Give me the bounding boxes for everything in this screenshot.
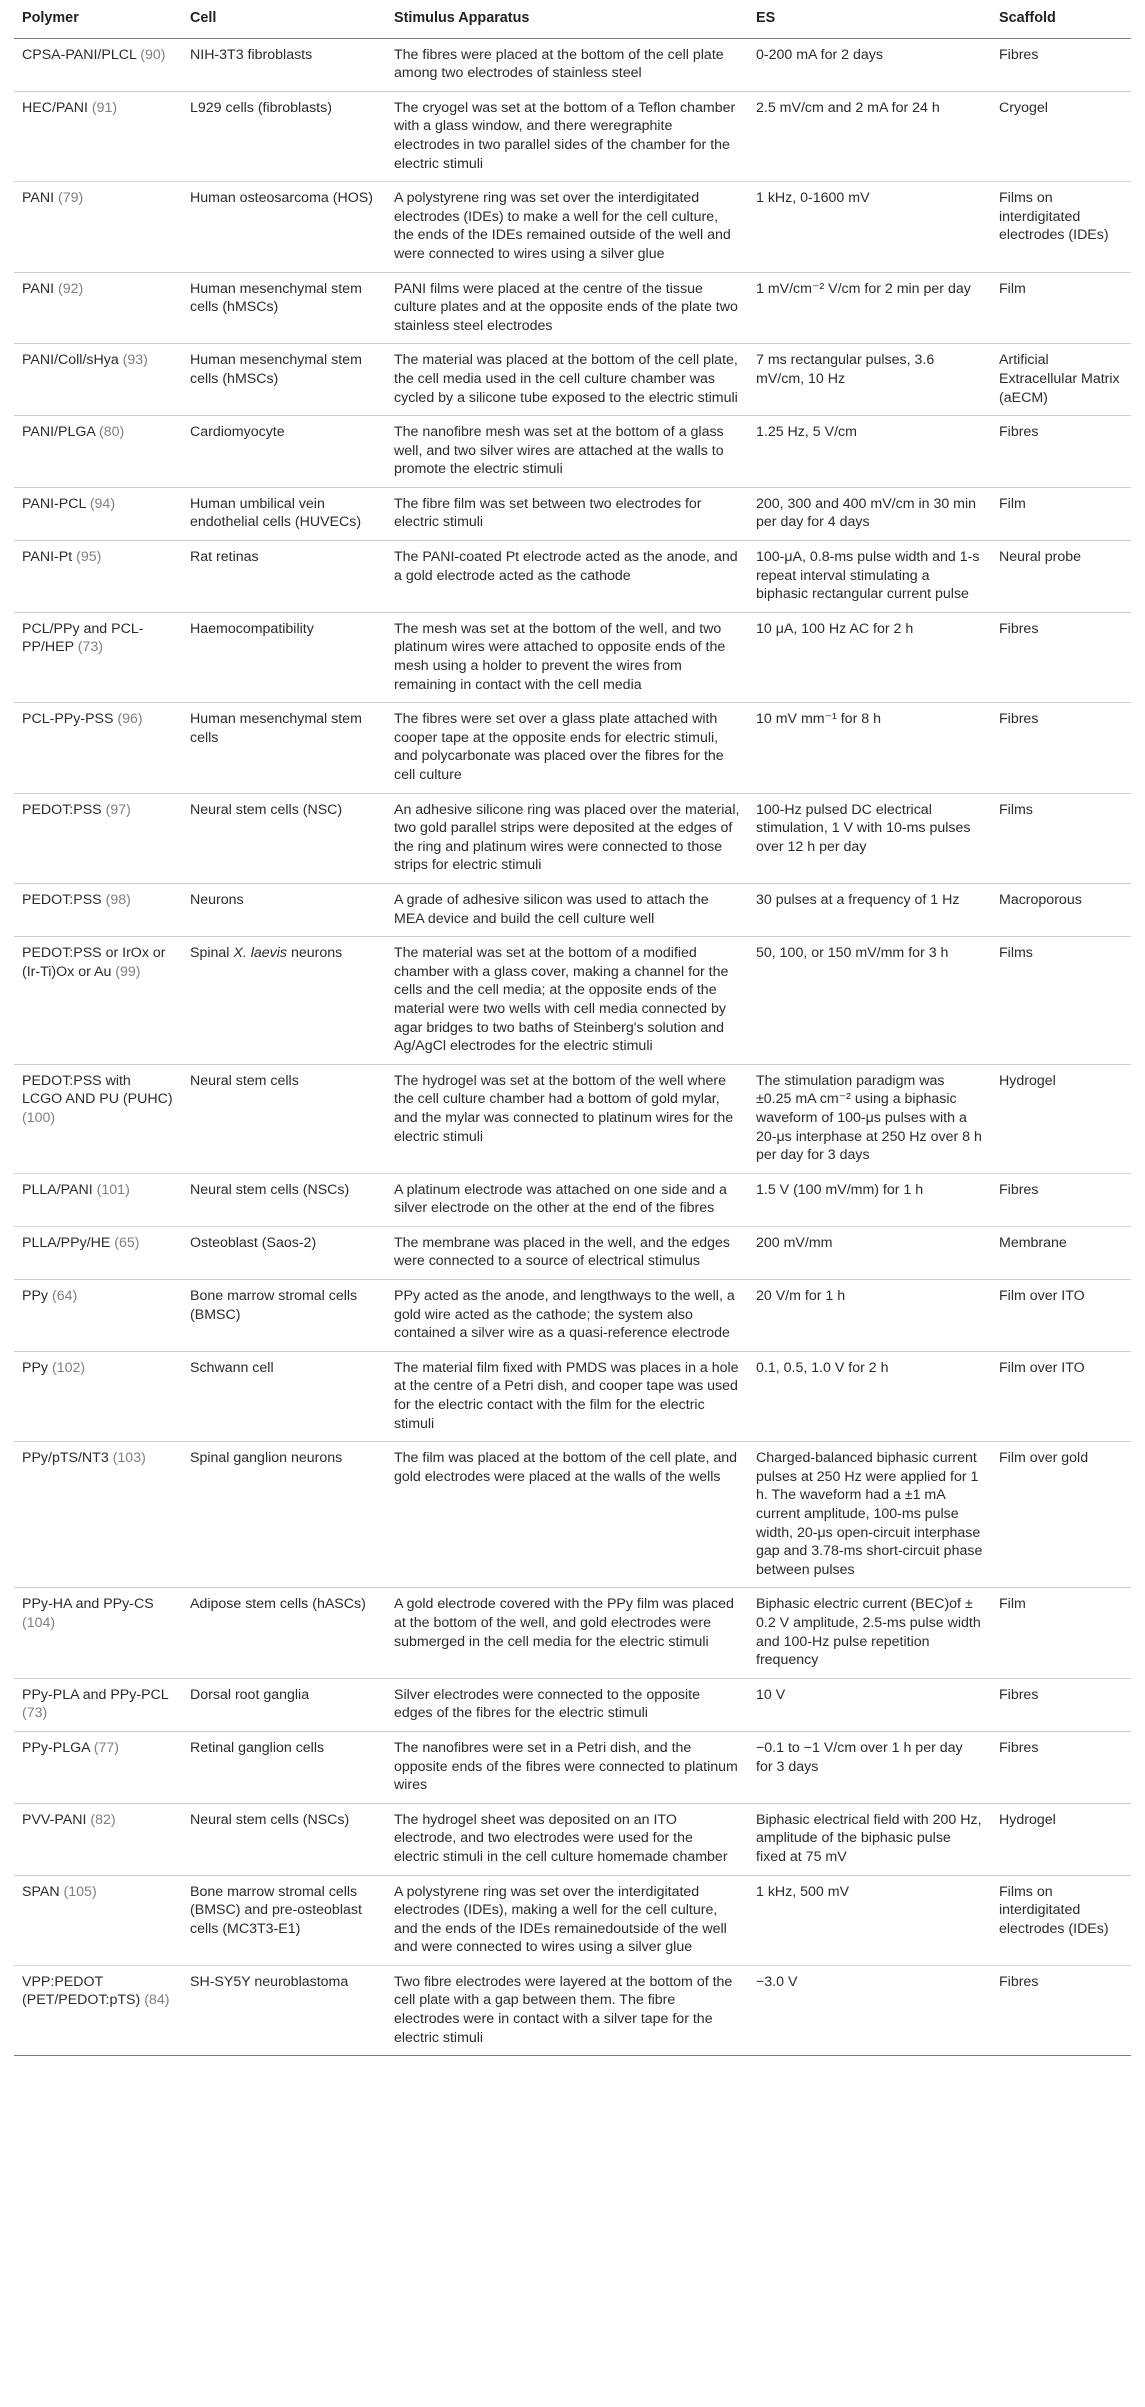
cell-cell-type: NIH-3T3 fibroblasts — [182, 38, 386, 91]
cell-es: 20 V/m for 1 h — [748, 1280, 991, 1352]
cell-stimulus-apparatus: A polystyrene ring was set over the interdigitated electrodes (IDEs) to make a well for the cell culture, the ends of the IDEs remained outside of the well and were connected to wires using a silver glue — [386, 182, 748, 272]
cell-stimulus-apparatus: The mesh was set at the bottom of the well, and two platinum wires were attached to opposite ends of the mesh using a holder to prevent the wires from remaining in contact with the cell media — [386, 612, 748, 702]
polymer-name: CPSA-PANI/PLCL — [22, 46, 137, 63]
cell-stimulus-apparatus: An adhesive silicone ring was placed over the material, two gold parallel strips were deposited at the edges of the ring and platinum wires were connected to those strips for electric stimuli — [386, 793, 748, 883]
cell-es: 7 ms rectangular pulses, 3.6 mV/cm, 10 Hz — [748, 344, 991, 416]
table-row — [14, 1678, 1131, 1731]
table-row — [14, 1064, 1131, 1173]
cell-cell-type: Dorsal root ganglia — [182, 1678, 386, 1731]
polymer-name: PANI-PCL — [22, 495, 86, 512]
cell-polymer — [14, 1588, 182, 1678]
reference-link[interactable]: (90) — [140, 46, 166, 63]
polymer-name: PPy — [22, 1359, 49, 1376]
cell-es: Biphasic electrical field with 200 Hz, amplitude of the biphasic pulse fixed at 75 mV — [748, 1803, 991, 1875]
polymer-name: PCL-PPy-PSS — [22, 711, 114, 728]
cell-cell-type: Human mesenchymal stem cells (hMSCs) — [182, 344, 386, 416]
cell-es: 1 mV/cm⁻² V/cm for 2 min per day — [748, 272, 991, 344]
header-cell: Cell — [182, 0, 386, 38]
cell-stimulus-apparatus: Silver electrodes were connected to the opposite edges of the fibres for the electric stimuli — [386, 1678, 748, 1731]
cell-polymer — [14, 612, 182, 702]
table-row — [14, 1803, 1131, 1875]
table-row — [14, 38, 1131, 91]
table-row — [14, 344, 1131, 416]
cell-stimulus-apparatus: PPy acted as the anode, and lengthways to the well, a gold wire acted as the cathode; the system also contained a silver wire as a quasi-reference electrode — [386, 1280, 748, 1352]
table-row — [14, 1965, 1131, 2055]
cell-polymer — [14, 1678, 182, 1731]
table-row — [14, 1875, 1131, 1965]
cell-stimulus-apparatus: The film was placed at the bottom of the cell plate, and gold electrodes were placed at the walls of the wells — [386, 1442, 748, 1588]
reference-link[interactable]: (64) — [51, 1288, 78, 1305]
cell-es: 10 V — [748, 1678, 991, 1731]
cell-stimulus-apparatus: The material film fixed with PMDS was places in a hole at the centre of a Petri dish, and cooper tape was used for the electric contact with the film for the electric stimuli — [386, 1351, 748, 1441]
table-row — [14, 541, 1131, 613]
cell-polymer — [14, 1803, 182, 1875]
cell-es: 100-Hz pulsed DC electrical stimulation, 1 V with 10-ms pulses over 12 h per day — [748, 793, 991, 883]
table-row — [14, 703, 1131, 793]
cell-scaffold: Hydrogel — [991, 1803, 1131, 1875]
cell-scaffold: Fibres — [991, 38, 1131, 91]
cell-stimulus-apparatus: The hydrogel sheet was deposited on an ITO electrode, and two electrodes were used for the electric stimuli in the cell culture homemade chamber — [386, 1803, 748, 1875]
cell-cell-type: Rat retinas — [182, 541, 386, 613]
cell-scaffold: Film — [991, 1588, 1131, 1678]
reference-link[interactable]: (65) — [114, 1234, 140, 1251]
reference-link[interactable]: (103) — [112, 1450, 146, 1467]
cell-scaffold: Films on interdigitated electrodes (IDEs) — [991, 1875, 1131, 1965]
cell-cell-type: L929 cells (fibroblasts) — [182, 91, 386, 181]
cell-polymer — [14, 272, 182, 344]
reference-link[interactable]: (93) — [122, 352, 148, 369]
cell-polymer — [14, 1731, 182, 1803]
cell-scaffold: Hydrogel — [991, 1064, 1131, 1173]
cell-cell-type: Human osteosarcoma (HOS) — [182, 182, 386, 272]
table-row — [14, 883, 1131, 936]
table-row — [14, 793, 1131, 883]
cell-stimulus-apparatus: The fibres were placed at the bottom of the cell plate among two electrodes of stainless steel — [386, 38, 748, 91]
reference-link[interactable]: (77) — [93, 1739, 120, 1756]
cell-cell-type: Human mesenchymal stem cells (hMSCs) — [182, 272, 386, 344]
polymer-name: PANI — [22, 280, 55, 297]
reference-link[interactable]: (100) — [22, 1109, 56, 1126]
cell-es: 200 mV/mm — [748, 1226, 991, 1279]
cell-polymer — [14, 1965, 182, 2055]
cell-cell-type: Osteoblast (Saos-2) — [182, 1226, 386, 1279]
reference-link[interactable]: (73) — [22, 1705, 48, 1722]
cell-type-text: neurons — [287, 945, 343, 962]
cell-es: 0-200 mA for 2 days — [748, 38, 991, 91]
cell-scaffold: Cryogel — [991, 91, 1131, 181]
cell-polymer — [14, 91, 182, 181]
reference-link[interactable]: (92) — [58, 280, 84, 297]
cell-polymer — [14, 1280, 182, 1352]
reference-link[interactable]: (79) — [58, 190, 84, 207]
cell-es: −0.1 to −1 V/cm over 1 h per day for 3 days — [748, 1731, 991, 1803]
polymer-name: VPP:PEDOT (PET/PEDOT:pTS) — [22, 1973, 141, 2009]
polymer-name: PLLA/PANI — [22, 1181, 93, 1198]
polymer-name: PANI/Coll/sHya — [22, 352, 119, 369]
cell-cell-type: Neural stem cells (NSCs) — [182, 1173, 386, 1226]
polymer-electrostimulation-table — [14, 0, 1131, 2056]
table-row — [14, 1351, 1131, 1441]
table-row — [14, 272, 1131, 344]
cell-scaffold: Fibres — [991, 612, 1131, 702]
cell-stimulus-apparatus: The nanofibres were set in a Petri dish, and the opposite ends of the fibres were connected to platinum wires — [386, 1731, 748, 1803]
cell-type-text: Spinal — [190, 945, 234, 962]
reference-link[interactable]: (80) — [99, 424, 125, 441]
cell-stimulus-apparatus: The membrane was placed in the well, and the edges were connected to a source of electrical stimulus — [386, 1226, 748, 1279]
cell-scaffold: Film over ITO — [991, 1280, 1131, 1352]
cell-stimulus-apparatus: A polystyrene ring was set over the interdigitated electrodes (IDEs), making a well for the cell culture, and the ends of the IDEs remainedoutside of the well and were connected to wires using a silver glue — [386, 1875, 748, 1965]
polymer-name: PPy/pTS/NT3 — [22, 1450, 109, 1467]
polymer-name: PEDOT:PSS with LCGO AND PU (PUHC) — [22, 1072, 173, 1108]
cell-es: 1 kHz, 0-1600 mV — [748, 182, 991, 272]
cell-scaffold: Film over gold — [991, 1442, 1131, 1588]
cell-stimulus-apparatus: A gold electrode covered with the PPy film was placed at the bottom of the well, and gold electrodes were submerged in the cell media for the electric stimuli — [386, 1588, 748, 1678]
cell-es: −3.0 V — [748, 1965, 991, 2055]
cell-polymer — [14, 1875, 182, 1965]
cell-stimulus-apparatus: The cryogel was set at the bottom of a Teflon chamber with a glass window, and there weregraphite electrodes in two parallel sides of the chamber for the electric stimuli — [386, 91, 748, 181]
cell-polymer — [14, 1173, 182, 1226]
cell-polymer — [14, 1442, 182, 1588]
table-row — [14, 1588, 1131, 1678]
cell-stimulus-apparatus: The fibre film was set between two electrodes for electric stimuli — [386, 487, 748, 540]
cell-scaffold: Film — [991, 272, 1131, 344]
cell-cell-type: Spinal ganglion neurons — [182, 1442, 386, 1588]
reference-link[interactable]: (91) — [91, 99, 118, 116]
cell-stimulus-apparatus: A platinum electrode was attached on one side and a silver electrode on the other at the end of the fibres — [386, 1173, 748, 1226]
cell-es: 1 kHz, 500 mV — [748, 1875, 991, 1965]
reference-link[interactable]: (82) — [90, 1811, 116, 1828]
polymer-name: PEDOT:PSS — [22, 801, 102, 818]
cell-stimulus-apparatus: A grade of adhesive silicon was used to attach the MEA device and build the cell culture well — [386, 883, 748, 936]
cell-polymer — [14, 937, 182, 1065]
cell-scaffold: Neural probe — [991, 541, 1131, 613]
cell-type-species: X. laevis — [233, 945, 288, 962]
table-row — [14, 612, 1131, 702]
reference-link[interactable]: (102) — [51, 1359, 86, 1376]
header-row — [14, 0, 1131, 38]
cell-polymer — [14, 344, 182, 416]
table-row — [14, 1731, 1131, 1803]
cell-es: 10 mV mm⁻¹ for 8 h — [748, 703, 991, 793]
cell-cell-type — [182, 937, 386, 1065]
cell-es: Charged-balanced biphasic current pulses at 250 Hz were applied for 1 h. The waveform had a ±1 mA current amplitude, 100-ms pulse width, 20-μs open-circuit interphase gap and 3.78-ms short-circuit phase between pulses — [748, 1442, 991, 1588]
reference-link[interactable]: (105) — [63, 1883, 97, 1900]
cell-polymer — [14, 1226, 182, 1279]
cell-scaffold: Fibres — [991, 1678, 1131, 1731]
table-header — [14, 0, 1131, 38]
table-body — [14, 38, 1131, 2056]
cell-scaffold: Fibres — [991, 1731, 1131, 1803]
cell-es: 50, 100, or 150 mV/mm for 3 h — [748, 937, 991, 1065]
cell-stimulus-apparatus: The PANI-coated Pt electrode acted as the anode, and a gold electrode acted as the cathode — [386, 541, 748, 613]
table-row — [14, 182, 1131, 272]
cell-scaffold: Films — [991, 937, 1131, 1065]
cell-polymer — [14, 1064, 182, 1173]
table-row — [14, 937, 1131, 1065]
table-row — [14, 91, 1131, 181]
cell-cell-type: Adipose stem cells (hASCs) — [182, 1588, 386, 1678]
polymer-name: PEDOT:PSS — [22, 891, 102, 908]
cell-scaffold: Film — [991, 487, 1131, 540]
reference-link[interactable]: (97) — [105, 801, 131, 818]
cell-stimulus-apparatus: The fibres were set over a glass plate attached with cooper tape at the opposite ends for electric stimuli, and polycarbonate was placed over the fibres for the cell culture — [386, 703, 748, 793]
reference-link[interactable]: (101) — [96, 1181, 130, 1198]
cell-scaffold: Films — [991, 793, 1131, 883]
cell-scaffold: Film over ITO — [991, 1351, 1131, 1441]
reference-link[interactable]: (104) — [22, 1614, 56, 1631]
header-es: ES — [748, 0, 991, 38]
polymer-name: PEDOT:PSS or IrOx or (Ir-Ti)Ox or Au — [22, 945, 166, 980]
cell-cell-type: Cardiomyocyte — [182, 416, 386, 488]
cell-scaffold: Fibres — [991, 1173, 1131, 1226]
cell-es: 2.5 mV/cm and 2 mA for 24 h — [748, 91, 991, 181]
table-row — [14, 416, 1131, 488]
polymer-name: PPy-PLGA — [22, 1739, 90, 1756]
cell-cell-type: Retinal ganglion cells — [182, 1731, 386, 1803]
cell-cell-type: Schwann cell — [182, 1351, 386, 1441]
cell-stimulus-apparatus: PANI films were placed at the centre of the tissue culture plates and at the opposite ends of the plate two stainless steel electrodes — [386, 272, 748, 344]
cell-scaffold: Macroporous — [991, 883, 1131, 936]
table-row — [14, 1280, 1131, 1352]
cell-stimulus-apparatus: The hydrogel was set at the bottom of the well where the cell culture chamber had a bottom of gold mylar, and the mylar was connected to platinum wires for the electric stimuli — [386, 1064, 748, 1173]
cell-cell-type: Neural stem cells (NSC) — [182, 793, 386, 883]
cell-es: Biphasic electric current (BEC)of ± 0.2 V amplitude, 2.5-ms pulse width and 100-Hz pulse repetition frequency — [748, 1588, 991, 1678]
cell-polymer — [14, 487, 182, 540]
polymer-name: SPAN — [22, 1883, 60, 1900]
cell-stimulus-apparatus: The material was set at the bottom of a modified chamber with a glass cover, making a channel for the cells and the cell media; at the opposite ends of the material were two wells with cell media connected by agar bridges to two baths of Steinberg's solution and Ag/AgCl electrodes for the electric stimuli — [386, 937, 748, 1065]
reference-link[interactable]: (99) — [115, 963, 141, 980]
polymer-name: PVV-PANI — [22, 1811, 87, 1828]
polymer-name: PANI/PLGA — [22, 424, 96, 441]
cell-polymer — [14, 182, 182, 272]
reference-link[interactable]: (73) — [77, 639, 103, 656]
cell-cell-type: Bone marrow stromal cells (BMSC) — [182, 1280, 386, 1352]
table-row — [14, 1226, 1131, 1279]
cell-scaffold: Artificial Extracellular Matrix (aECM) — [991, 344, 1131, 416]
cell-es: 0.1, 0.5, 1.0 V for 2 h — [748, 1351, 991, 1441]
cell-polymer — [14, 38, 182, 91]
cell-polymer — [14, 1351, 182, 1441]
cell-cell-type: Haemocompatibility — [182, 612, 386, 702]
reference-link[interactable]: (95) — [76, 549, 102, 566]
cell-cell-type: SH-SY5Y neuroblastoma — [182, 1965, 386, 2055]
header-stimulus-apparatus: Stimulus Apparatus — [386, 0, 748, 38]
cell-es: 30 pulses at a frequency of 1 Hz — [748, 883, 991, 936]
polymer-name: PPy — [22, 1288, 49, 1305]
cell-scaffold: Fibres — [991, 416, 1131, 488]
cell-polymer — [14, 793, 182, 883]
cell-cell-type: Neurons — [182, 883, 386, 936]
cell-polymer — [14, 883, 182, 936]
cell-es: 200, 300 and 400 mV/cm in 30 min per day for 4 days — [748, 487, 991, 540]
cell-scaffold: Fibres — [991, 703, 1131, 793]
polymer-name: PANI-Pt — [22, 549, 73, 566]
cell-scaffold: Membrane — [991, 1226, 1131, 1279]
table-row — [14, 487, 1131, 540]
cell-polymer — [14, 541, 182, 613]
cell-es: 1.25 Hz, 5 V/cm — [748, 416, 991, 488]
cell-es: 10 μA, 100 Hz AC for 2 h — [748, 612, 991, 702]
cell-polymer — [14, 416, 182, 488]
cell-cell-type: Human mesenchymal stem cells — [182, 703, 386, 793]
cell-es: 1.5 V (100 mV/mm) for 1 h — [748, 1173, 991, 1226]
cell-polymer — [14, 703, 182, 793]
table-row — [14, 1442, 1131, 1588]
cell-cell-type: Neural stem cells (NSCs) — [182, 1803, 386, 1875]
cell-es: 100-μA, 0.8-ms pulse width and 1-s repeat interval stimulating a biphasic rectangular current pulse — [748, 541, 991, 613]
polymer-name: PPy-HA and PPy-CS — [22, 1596, 154, 1613]
reference-link[interactable]: (98) — [105, 891, 131, 908]
polymer-name: PLLA/PPy/HE — [22, 1234, 111, 1251]
polymer-name: PCL/PPy and PCL-PP/HEP — [22, 620, 144, 656]
reference-link[interactable]: (94) — [89, 495, 116, 512]
cell-cell-type: Bone marrow stromal cells (BMSC) and pre-osteoblast cells (MC3T3-E1) — [182, 1875, 386, 1965]
cell-stimulus-apparatus: Two fibre electrodes were layered at the bottom of the cell plate with a gap between them. The fibre electrodes were in contact with a silver tape for the electric stimuli — [386, 1965, 748, 2055]
polymer-name: HEC/PANI — [22, 99, 88, 116]
polymer-name: PANI — [22, 190, 55, 207]
cell-scaffold: Films on interdigitated electrodes (IDEs) — [991, 182, 1131, 272]
cell-es: The stimulation paradigm was ±0.25 mA cm⁻² using a biphasic waveform of 100-μs pulses with a 20-μs interphase at 250 Hz over 8 h per day for 3 days — [748, 1064, 991, 1173]
header-scaffold: Scaffold — [991, 0, 1131, 38]
table-row — [14, 1173, 1131, 1226]
cell-cell-type: Human umbilical vein endothelial cells (HUVECs) — [182, 487, 386, 540]
reference-link[interactable]: (96) — [117, 711, 143, 728]
cell-scaffold: Fibres — [991, 1965, 1131, 2055]
cell-stimulus-apparatus: The nanofibre mesh was set at the bottom of a glass well, and two silver wires are attached at the walls to promote the electric stimuli — [386, 416, 748, 488]
polymer-name: PPy-PLA and PPy-PCL — [22, 1686, 169, 1703]
cell-cell-type: Neural stem cells — [182, 1064, 386, 1173]
cell-stimulus-apparatus: The material was placed at the bottom of the cell plate, the cell media used in the cell culture chamber was cycled by a silicone tube exposed to the electric stimuli — [386, 344, 748, 416]
header-polymer: Polymer — [14, 0, 182, 38]
reference-link[interactable]: (84) — [144, 1992, 170, 2009]
